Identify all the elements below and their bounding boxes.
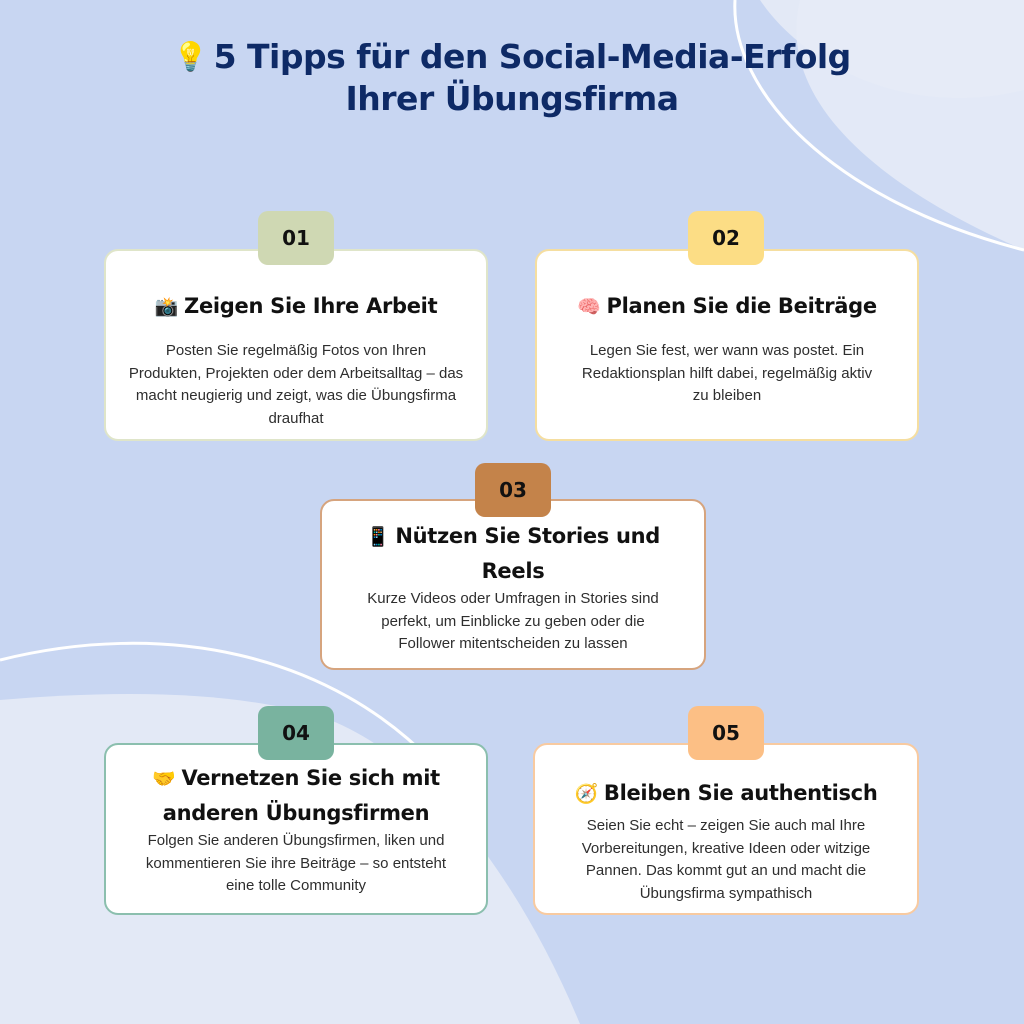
tip-text-03: Kurze Videos oder Umfragen in Stories sind perfekt, um Einblicke zu geben oder die Follower mitentscheiden zu lassen bbox=[367, 590, 659, 652]
page-title bbox=[100, 36, 924, 120]
tip-number-05: 05 bbox=[688, 706, 764, 760]
tip-heading-01: 📸 Zeigen Sie Ihre Arbeit bbox=[154, 294, 438, 318]
tip-text-04: Folgen Sie anderen Übungsfirmen, liken und kommentieren Sie ihre Beiträge – so entsteht eine tolle Community bbox=[145, 832, 447, 894]
tip-card-03 bbox=[320, 499, 706, 670]
tip-heading-03: 📱 Nützen Sie Stories und Reels bbox=[365, 524, 661, 583]
title-line-1: 5 Tipps für den Social-Media-Erfolg bbox=[213, 37, 851, 76]
tip-number-02: 02 bbox=[688, 211, 764, 265]
camera-flash-icon: 📸 bbox=[154, 296, 179, 318]
tip-number-01: 01 bbox=[258, 211, 334, 265]
tip-heading-04: 🤝 Vernetzen Sie sich mit anderen Übungsfirmen bbox=[152, 766, 440, 825]
tip-card-04 bbox=[104, 743, 488, 915]
tip-card-05 bbox=[533, 743, 919, 915]
tip-number-03: 03 bbox=[475, 463, 551, 517]
tip-card-02 bbox=[535, 249, 919, 441]
title-line-2: Ihrer Übungsfirma bbox=[345, 79, 679, 118]
tip-number-04: 04 bbox=[258, 706, 334, 760]
mobile-phone-icon: 📱 bbox=[365, 526, 390, 548]
tip-text-02: Legen Sie fest, wer wann was postet. Ein Redaktionsplan hilft dabei, regelmäßig aktiv zu bleiben bbox=[581, 342, 873, 404]
lightbulb-icon: 💡 bbox=[173, 40, 208, 73]
tip-card-01 bbox=[104, 249, 488, 441]
tip-heading-02: 🧠 Planen Sie die Beiträge bbox=[577, 294, 877, 318]
tip-heading-05: 🧭 Bleiben Sie authentisch bbox=[574, 781, 878, 805]
compass-icon: 🧭 bbox=[574, 783, 598, 805]
brain-icon: 🧠 bbox=[577, 296, 601, 318]
tip-text-01: Posten Sie regelmäßig Fotos von Ihren Produkten, Projekten oder dem Arbeitsalltag – das macht neugierig und zeigt, was die Übungsfirma draufhat bbox=[128, 342, 464, 427]
tip-text-05: Seien Sie echt – zeigen Sie auch mal Ihre Vorbereitungen, kreative Ideen oder witzige Pannen. Das kommt gut an und macht die Übungsfirma sympathisch bbox=[581, 817, 871, 902]
handshake-icon: 🤝 bbox=[152, 768, 176, 790]
